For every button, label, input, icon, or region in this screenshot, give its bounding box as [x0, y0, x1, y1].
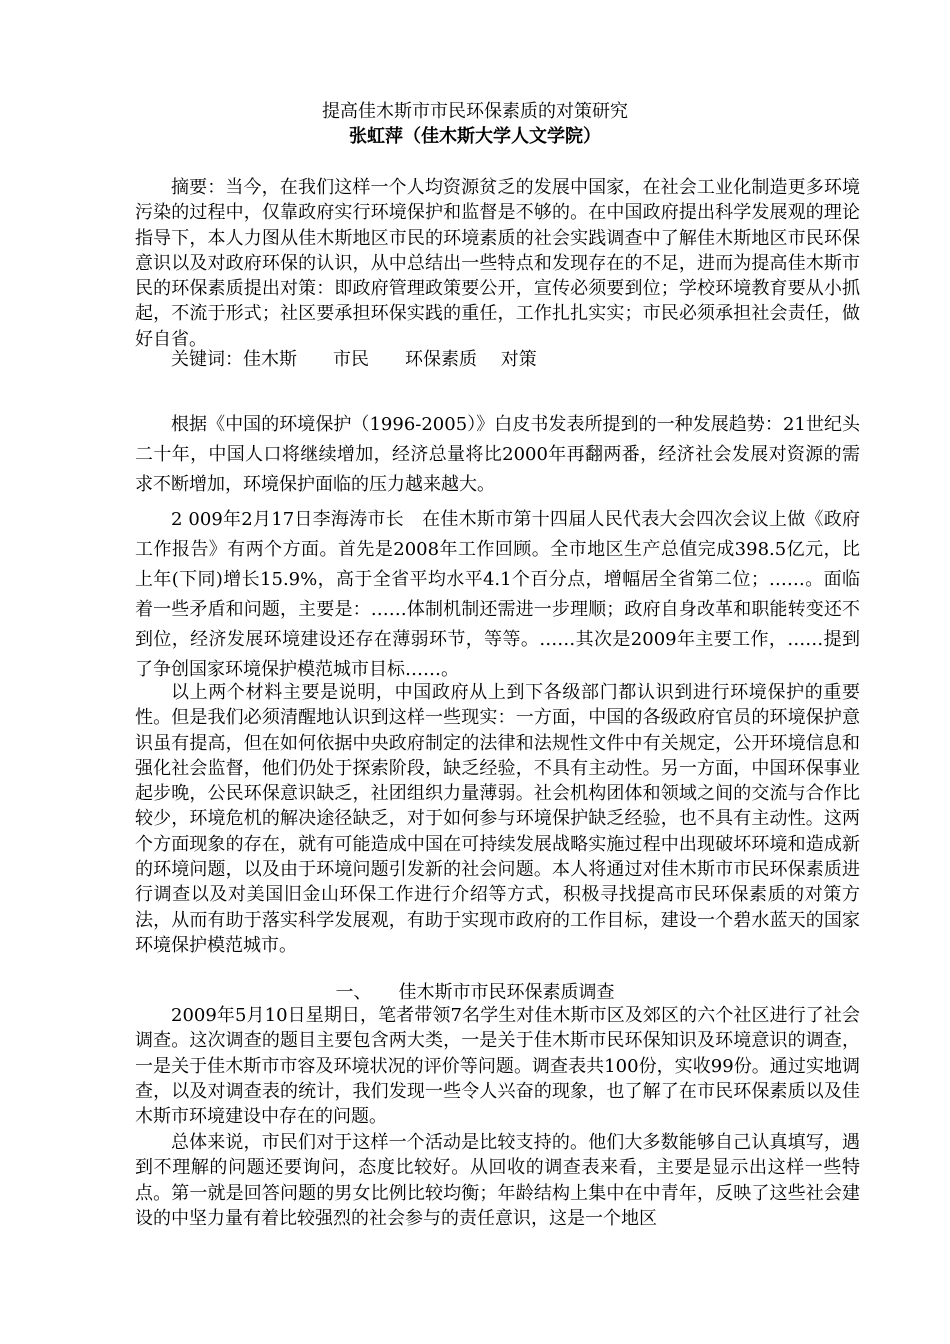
body-paragraph-1: 根据《中国的环境保护（1996-2005）》白皮书发表所提到的一种发展趋势：21世纪头二十年，中国人口将继续增加，经济总量将比2000年再翻两番，经济社会发展对资源的需求不断增加，环境保护面临的压力越来越大。 — [135, 414, 860, 495]
body-paragraph-2: 2 009年2月17日李海涛市长 在佳木斯市第十四届人民代表大会四次会议上做《政府工作报告》有两个方面。首先是2008年工作回顾。全市地区生产总值完成398.5亿元，比上年(下同)增长15.9%，高于全省平均水平4.1个百分点，增幅居全省第二位；……。面临着一些矛盾和问题，主要是：……体制机制还需进一步理顺；政府自身改革和职能转变还不到位，经济发展环境建设还存在薄弱环节，等等。……其次是2009年主要工作，……提到了争创国家环境保护模范城市目标……。 — [135, 509, 860, 680]
section-heading: 一、 佳木斯市市民环保素质调查 — [335, 982, 615, 1003]
body-paragraph-5: 总体来说，市民们对于这样一个活动是比较支持的。他们大多数能够自己认真填写，遇到不理解的问题还要询问，态度比较好。从回收的调查表来看，主要是显示出这样一些特点。第一就是回答问题的男女比例比较均衡；年龄结构上集中在中青年，反映了这些社会建设的中坚力量有着比较强烈的社会参与的责任意识，这是一个地区 — [135, 1132, 860, 1229]
body-paragraph-4: 2009年5月10日星期日，笔者带领7名学生对佳木斯市区及郊区的六个社区进行了社会调查。这次调查的题目主要包含两大类，一是关于佳木斯市民环保知识及环境意识的调查，一是关于佳木斯市市容及环境状况的评价等问题。调查表共100份，实收99份。通过实地调查，以及对调查表的统计，我们发现一些令人兴奋的现象，也了解了在市民环保素质以及佳木斯市环境建设中存在的问题。 — [135, 1005, 860, 1128]
keywords-line: 关键词：佳木斯 市民 环保素质 对策 — [171, 349, 537, 370]
body-paragraph-3: 以上两个材料主要是说明，中国政府从上到下各级部门都认识到进行环境保护的重要性。但是我们必须清醒地认识到这样一些现实：一方面，中国的各级政府官员的环境保护意识虽有提高，但在如何依据中央政府制定的法律和法规性文件中有关规定，公开环境信息和强化社会监督，他们仍处于探索阶段，缺乏经验，不具有主动性。另一方面，中国环保事业起步晚，公民环保意识缺乏，社团组织力量薄弱。社会机构团体和领域之间的交流与合作比较少，环境危机的解决途径缺乏，对于如何参与环境保护缺乏经验，也不具有主动性。这两个方面现象的存在，就有可能造成中国在可持续发展战略实施过程中出现破坏环境和造成新的环境问题，以及由于环境问题引发新的社会问题。本人将通过对佳木斯市市民环保素质进行调查以及对美国旧金山环保工作进行介绍等方式，积极寻找提高市民环保素质的对策方法，从而有助于落实科学发展观，有助于实现市政府的工作目标，建设一个碧水蓝天的国家环境保护模范城市。 — [135, 682, 860, 956]
document-title: 提高佳木斯市市民环保素质的对策研究 — [322, 101, 628, 122]
abstract-paragraph: 摘要：当今，在我们这样一个人均资源贫乏的发展中国家，在社会工业化制造更多环境污染的过程中，仅靠政府实行环境保护和监督是不够的。在中国政府提出科学发展观的理论指导下，本人力图从佳木斯地区市民的环境素质的社会实践调查中了解佳木斯地区市民环保意识以及对政府环保的认识，从中总结出一些特点和发现存在的不足，进而为提高佳木斯市民的环保素质提出对策：即政府管理政策要公开，宣传必须要到位；学校环境教育要从小抓起，不流于形式；社区要承担环保实践的重任，工作扎扎实实；市民必须承担社会责任，做好自省。 — [135, 177, 860, 350]
author-line: 张虹萍（佳木斯大学人文学院） — [349, 126, 601, 147]
